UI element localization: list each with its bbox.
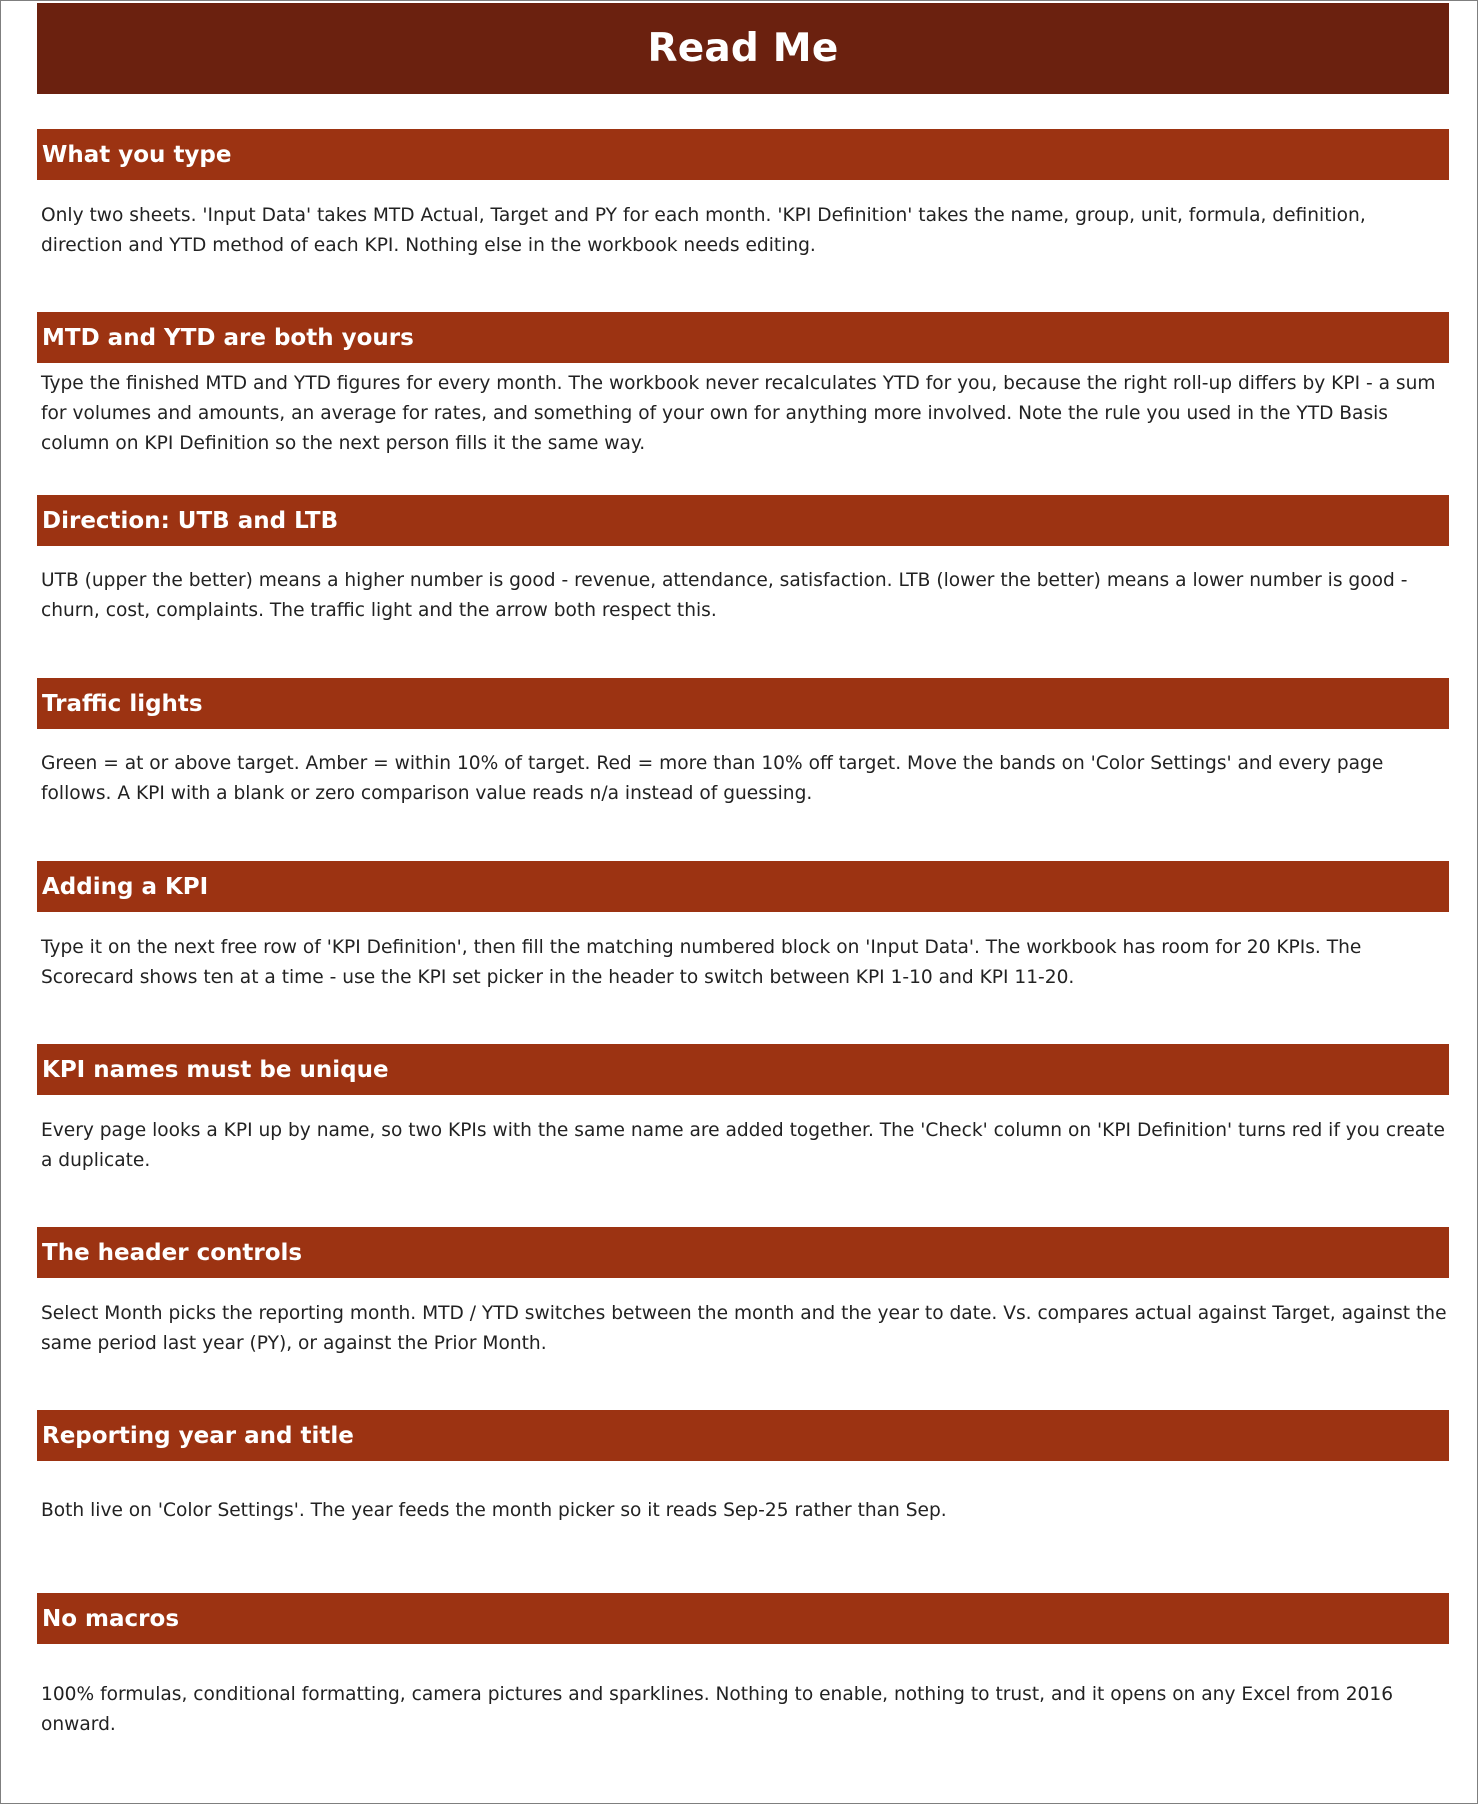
section-body-header-controls: Select Month picks the reporting month. MTD / YTD switches between the month and the year to date. Vs. compares actual against Target, against the same period last year (PY), or against the Prior Month. — [41, 1303, 1447, 1354]
section-header-direction — [37, 495, 1449, 546]
section-heading: Direction: UTB and LTB — [42, 507, 339, 534]
section-header-mtd-ytd — [37, 312, 1449, 363]
section-body-reporting-year: Both live on 'Color Settings'. The year feeds the month picker so it reads Sep-25 rather than Sep. — [41, 1500, 947, 1521]
section-body-direction: UTB (upper the better) means a higher number is good - revenue, attendance, satisfaction. LTB (lower the better) means a lower number is good - churn, cost, complaints. The traffic light and the arrow both respect this. — [41, 570, 1408, 621]
section-heading: What you type — [42, 141, 232, 168]
section-body-unique-names: Every page looks a KPI up by name, so two KPIs with the same name are added together. The 'Check' column on 'KPI Definition' turns red if you create a duplicate. — [41, 1120, 1445, 1171]
section-heading: The header controls — [42, 1239, 303, 1266]
section-heading: Traffic lights — [42, 690, 203, 717]
section-body-adding-kpi: Type it on the next free row of 'KPI Definition', then fill the matching numbered block on 'Input Data'. The workbook has room for 20 KPIs. The Scorecard shows ten at a time - use the KPI set picker in the header to switch between KPI 1-10 and KPI 11-20. — [41, 937, 1362, 988]
section-heading: Adding a KPI — [42, 873, 209, 900]
section-body-traffic-lights: Green = at or above target. Amber = within 10% of target. Red = more than 10% off target. Move the bands on 'Color Settings' and every page follows. A KPI with a blank or zero comparison value reads n/a instead of guessing. — [41, 753, 1384, 804]
title-bar — [37, 3, 1449, 94]
section-body-mtd-ytd: Type the finished MTD and YTD figures for every month. The workbook never recalculates YTD for you, because the right roll-up differs by KPI - a sum for volumes and amounts, an average for rates, and something of your own for anything more involved. Note the rule you used in the YTD Basis column on KPI Definition so the next person fills it the same way. — [41, 373, 1436, 454]
section-body-what-you-type: Only two sheets. 'Input Data' takes MTD Actual, Target and PY for each month. 'KPI Definition' takes the name, group, unit, formula, definition, direction and YTD method of each KPI. Nothing else in the workbook needs editing. — [41, 205, 1366, 256]
section-heading: KPI names must be unique — [42, 1056, 389, 1083]
section-heading: No macros — [42, 1605, 180, 1632]
section-header-adding-kpi — [37, 861, 1449, 912]
section-header-what-you-type — [37, 129, 1449, 180]
section-header-no-macros — [37, 1593, 1449, 1644]
section-header-unique-names — [37, 1044, 1449, 1095]
section-heading: MTD and YTD are both yours — [42, 324, 414, 351]
section-header-header-controls — [37, 1227, 1449, 1278]
section-header-traffic-lights — [37, 678, 1449, 729]
section-body-no-macros: 100% formulas, conditional formatting, camera pictures and sparklines. Nothing to enable, nothing to trust, and it opens on any Excel from 2016 onward. — [41, 1684, 1394, 1735]
page-title: Read Me — [647, 26, 839, 71]
section-header-reporting-year — [37, 1410, 1449, 1461]
section-heading: Reporting year and title — [42, 1422, 354, 1449]
